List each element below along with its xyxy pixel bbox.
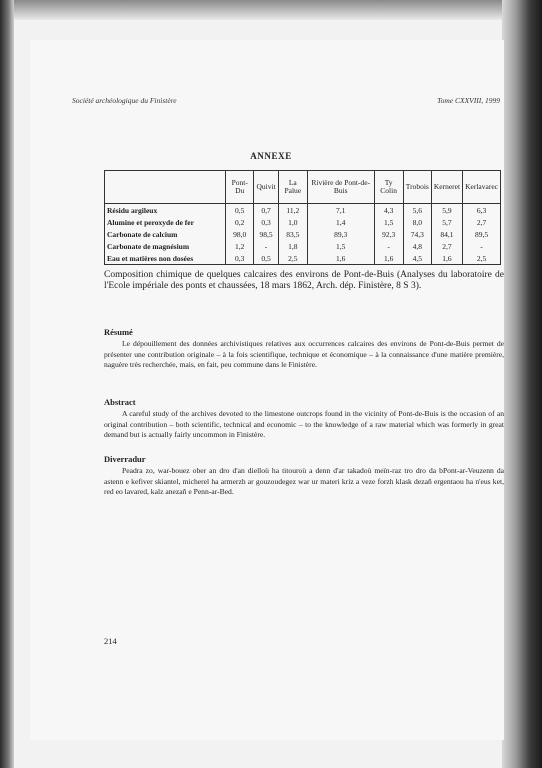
table-cell: 1,6: [307, 252, 374, 265]
table-cell: 89,5: [463, 228, 501, 240]
row-label: Alumine et peroxyde de fer: [105, 216, 226, 228]
table-cell: 0,2: [226, 216, 254, 228]
header-journal: Société archéologique du Finistère: [72, 96, 177, 105]
column-header: Ty Colin: [374, 171, 403, 204]
column-header: Quivit: [254, 171, 278, 204]
table-cell: 5,9: [431, 204, 462, 217]
table-row: [105, 252, 501, 265]
page-number: 214: [104, 636, 117, 646]
table-cell: 98,5: [254, 228, 278, 240]
table-cell: 83,5: [278, 228, 307, 240]
table-row: [105, 204, 501, 217]
table-row: [105, 216, 501, 228]
header-volume: Tome CXXVIII, 1999: [437, 96, 500, 105]
table-cell: 98,0: [226, 228, 254, 240]
annex-title: ANNEXE: [250, 151, 292, 161]
scan-shadow-right: [502, 0, 542, 768]
resume-heading: Résumé: [104, 327, 133, 337]
table-corner-cell: [105, 171, 226, 204]
table-cell: 5,6: [403, 204, 431, 217]
column-header: Pont-Du: [226, 171, 254, 204]
row-label: Eau et matières non dosées: [105, 252, 226, 265]
column-header: Kerneret: [431, 171, 462, 204]
table-cell: 4,8: [403, 240, 431, 252]
row-label: Carbonate de magnésium: [105, 240, 226, 252]
table-cell: 0,5: [226, 204, 254, 217]
table-cell: -: [463, 240, 501, 252]
resume-text: Le dépouillement des données archivistiques relatives aux occurrences calcaires des environs de Pont-de-Buis permet de présenter une contribution originale – à la fois scientifique, technique et économique – à la connaissance d'une matière première, naguère très recherchée, mais, en fait, peu commune dans le Finistère.: [104, 339, 504, 369]
analysis-table: [104, 170, 501, 265]
table-cell: 0,3: [254, 216, 278, 228]
column-header: Trobois: [403, 171, 431, 204]
table-row: [105, 240, 501, 252]
diverradur-text: Peadra zo, war-bouez ober an dro d'an dielloù ha titouroù a denn d'ar takadoù meïn-raz tro dro da bPont-ar-Veuzenn da astenn e kefiver skiantel, micherel ha armerzh ar gouzoudegez war ur materi kriz a veze forzh klask dezañ ergentaou ha n'eus ket, red eo lavared, kalz anezañ e Penn-ar-Bed.: [104, 466, 504, 496]
table-cell: 1,4: [307, 216, 374, 228]
table-cell: -: [254, 240, 278, 252]
row-label: Carbonate de calcium: [105, 228, 226, 240]
table-cell: 0,5: [254, 252, 278, 265]
table-cell: 6,3: [463, 204, 501, 217]
table-cell: 5,7: [431, 216, 462, 228]
table-cell: 1,5: [307, 240, 374, 252]
table-cell: 1,6: [374, 252, 403, 265]
table-cell: 4,5: [403, 252, 431, 265]
table-cell: 2,7: [463, 216, 501, 228]
table-cell: 0,7: [254, 204, 278, 217]
table-cell: 84,1: [431, 228, 462, 240]
table-cell: 0,3: [226, 252, 254, 265]
table-cell: 8,0: [403, 216, 431, 228]
abstract-heading: Abstract: [104, 397, 136, 407]
table-cell: 7,1: [307, 204, 374, 217]
column-header: Rivière de Pont-de-Buis: [307, 171, 374, 204]
table-cell: 2,7: [431, 240, 462, 252]
table-cell: 74,3: [403, 228, 431, 240]
table-cell: -: [374, 240, 403, 252]
table-cell: 1,0: [278, 216, 307, 228]
table-cell: 2,5: [463, 252, 501, 265]
table-header-row: [105, 171, 501, 204]
scan-shadow-top: [0, 0, 542, 20]
table-cell: 92,3: [374, 228, 403, 240]
table-caption: Composition chimique de quelques calcaires des environs de Pont-de-Buis (Analyses du laboratoire de l'Ecole impériale des ponts et chaussées, 18 mars 1862, Arch. dép. Finistère, 8 S 3).: [104, 270, 504, 291]
table-cell: 1,6: [431, 252, 462, 265]
table-cell: 1,5: [374, 216, 403, 228]
page-sheet: [30, 40, 504, 740]
column-header: Kerlavarec: [463, 171, 501, 204]
scan-shadow-left: [0, 0, 14, 768]
abstract-text: A careful study of the archives devoted to the limestone outcrops found in the vicinity of Pont-de-Buis is the occasion of an original contribution – both scientific, technical and economic – to the knowledge of a raw material which was formerly in great demand but is actually fairly uncommon in Finistère.: [104, 409, 504, 439]
table-cell: 2,5: [278, 252, 307, 265]
table-cell: 1,8: [278, 240, 307, 252]
row-label: Résidu argileux: [105, 204, 226, 217]
diverradur-heading: Diverradur: [104, 454, 146, 464]
table-row: [105, 228, 501, 240]
table-cell: 4,3: [374, 204, 403, 217]
running-header: [72, 96, 500, 105]
table-cell: 11,2: [278, 204, 307, 217]
column-header: La Palue: [278, 171, 307, 204]
table-cell: 89,3: [307, 228, 374, 240]
table-cell: 1,2: [226, 240, 254, 252]
